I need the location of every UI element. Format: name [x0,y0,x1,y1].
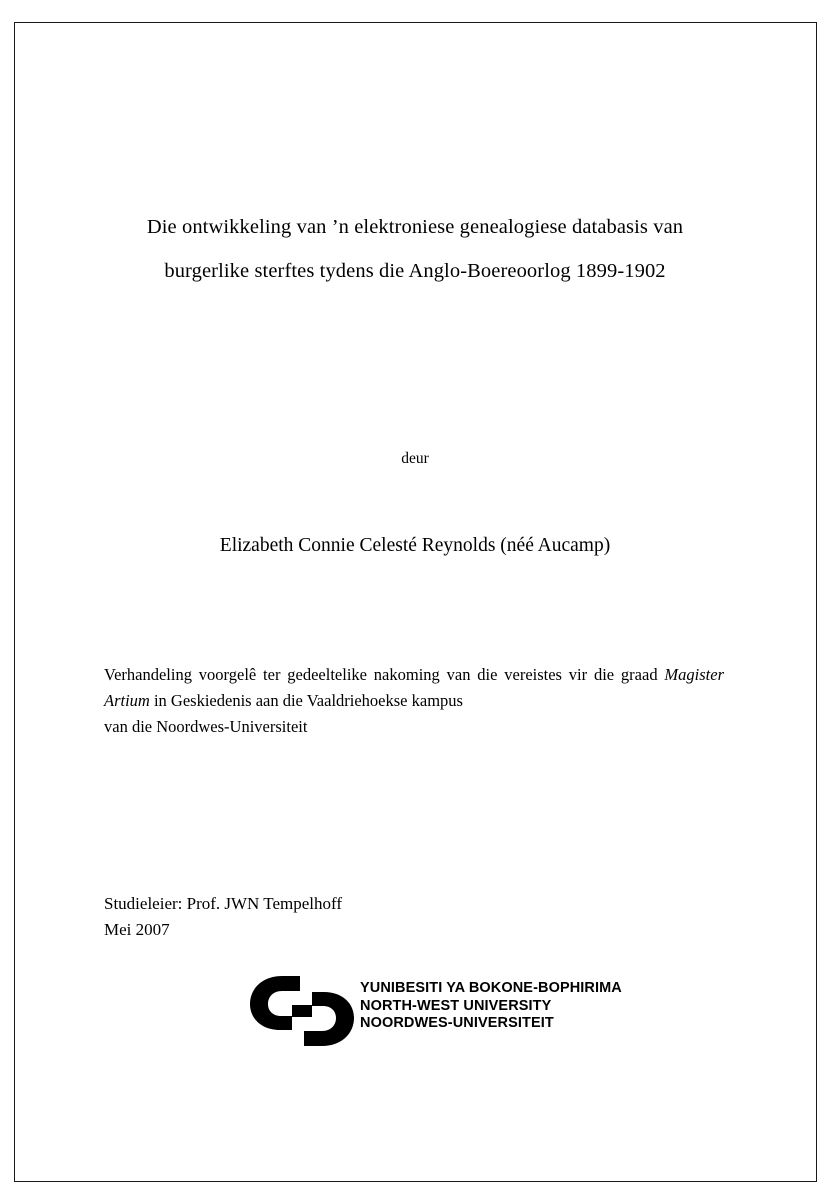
declaration-part-3: van die Noordwes-Universiteit [104,717,308,736]
page-title [100,205,730,293]
author-name: Elizabeth Connie Celesté Reynolds (néé Aucamp) [219,535,611,556]
degree-declaration [104,662,724,740]
declaration-part-2: in Geskiedenis aan die Vaaldriehoekse kampus [149,691,463,710]
supervisor-line: Studieleier: Prof. JWN Tempelhoff [104,894,343,913]
page-content [100,22,730,1182]
date-line: Mei 2007 [104,920,170,939]
north-west-university-logo-mark-icon [248,974,356,1048]
by-word: deur [401,450,429,467]
degree-name: Magister Artium [104,665,724,710]
declaration-part-1: Verhandeling voorgelê ter gedeeltelike nakoming van die vereistes vir die graad [104,665,665,684]
logo-text-line-1: YUNIBESITI YA BOKONE-BOPHIRIMA [360,980,622,996]
supervisor-and-date [104,891,604,943]
university-logo-text [360,980,622,1033]
university-logo [248,972,668,1052]
title-line-1: Die ontwikkeling van ’n elektroniese genealogiese databasis van [146,216,684,238]
logo-text-line-2: NORTH-WEST UNIVERSITY [360,997,552,1014]
logo-text-line-3: NOORDWES-UNIVERSITEIT [360,1015,554,1031]
title-line-2: burgerlike sterftes tydens die Anglo-Boereoorlog 1899-1902 [164,260,666,282]
